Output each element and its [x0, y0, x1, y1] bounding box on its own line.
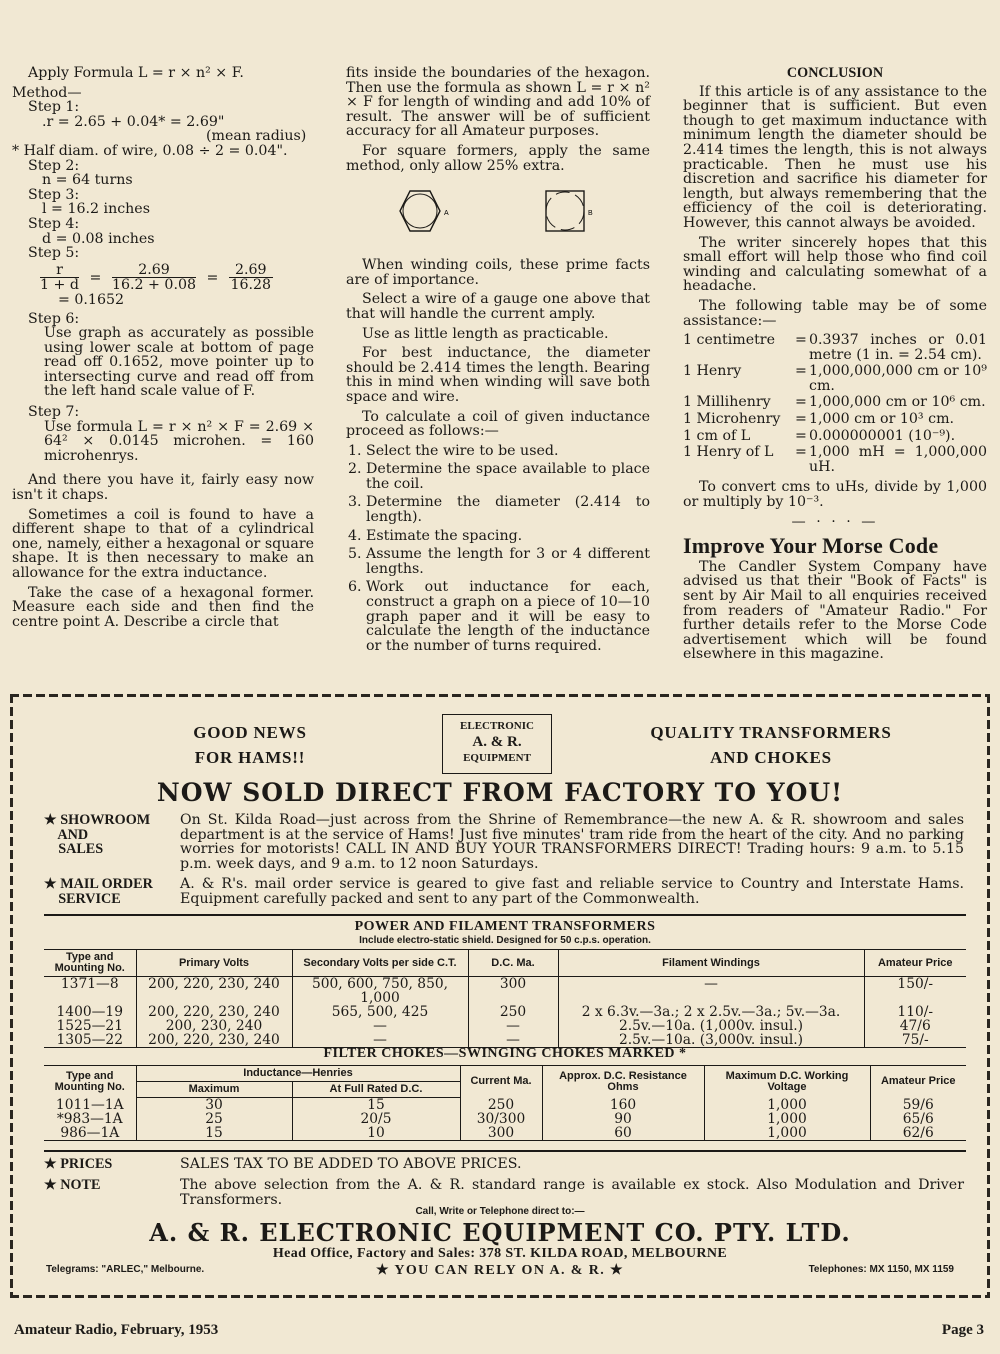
table-row: [44, 1098, 966, 1113]
table-cell: 1305—22: [56, 1032, 123, 1048]
rely-slogan: ★ YOU CAN RELY ON A. & R. ★: [375, 1263, 625, 1278]
diagram-label-b: B: [588, 210, 593, 218]
column-header: Maximum D.C. Working Voltage: [704, 1066, 870, 1098]
conversion-unit: 1 Microhenry: [683, 411, 781, 428]
column-header: Amateur Price: [864, 950, 966, 977]
transformer-table: POWER AND FILAMENT TRANSFORMERS Include electro-static shield. Designed for 50 c.p.s. operation. Type and Mounting No. Primary Volts Secondary Volts per side C.T. D.C. Ma. Filament Windings Amateur Price 1371—8 200, 220, 230, 240 500, 600, 750, 850, 1,000 300 — 150/- 1400—19 200, 220, 230, 240 565, 500, 425 250 2 x 6.3v.—3a.; 2 x 2.5v.—3a.; 5v.—3a. 110/- 1525—21 200, 230, 240 — — 2.5v.—10a. (1,000v. insul.) 47/6 1305—22 200, 220, 230, 240 — — 2.5v.—10a. (3,000v. insul.) 75/-: [44, 919, 966, 1048]
hexagon-former-diagram: [388, 185, 458, 241]
step-text: Use formula L = r × n² × F = 2.69 × 64² × 0.0145 microhen. = 160 microhenrys.: [44, 418, 314, 464]
paragraph: For best inductance, the diameter should be 2.414 times the length. Bearing this in mind when winding will save both space and wire.: [346, 345, 650, 405]
step-text: Use graph as accurately as possible using lower scale at bottom of page read off 0.1652, move pointer up to intersecting curve and read off from the left hand scale value of F.: [44, 325, 314, 400]
ad-border-bottom: [10, 1295, 990, 1298]
procedure-step: 2. Determine the space available to place the coil.: [366, 462, 650, 491]
procedure-list: [346, 444, 650, 654]
column-header: Filament Windings: [558, 950, 864, 977]
conversion-value: 1,000,000 cm or 10⁶ cm.: [809, 394, 986, 411]
step-result: = 0.1652: [58, 291, 125, 308]
showroom-section: ★ SHOWROOM AND SALES On St. Kilda Road—just across from the Shrine of Remembrance—the new A. & R. showroom and sales department is at the service of Hams! Just five minutes' tram ride from the heart of the city. And no parking worries for motorists! CALL IN AND BUY YOUR TRANSFORMERS DIRECT! Trading hours: 9 a.m. to 5.15 p.m. week days, and 9 a.m. to 12 noon Saturdays.: [44, 812, 964, 872]
stock-note: ★ NOTE The above selection from the A. & R. standard range is available ex stock. Also Modulation and Driver Transformers.: [44, 1177, 964, 1208]
conversion-unit: 1 centimetre: [683, 332, 775, 349]
paragraph: Select a wire of a gauge one above that that will handle the current amply.: [346, 291, 650, 322]
step-label: Step 3:: [28, 186, 80, 203]
article-column-3: [683, 66, 987, 667]
table-cell: 47/6: [864, 1019, 966, 1033]
table-cell: —: [292, 1033, 468, 1048]
conversion-eq: =: [795, 427, 807, 444]
table-cell: 10: [292, 1126, 460, 1141]
ad-border-top: [10, 694, 990, 697]
procedure-step: 4. Estimate the spacing.: [366, 529, 650, 544]
table-cell: 250: [460, 1098, 542, 1113]
procedure-step: 5. Assume the length for 3 or 4 different lengths.: [366, 547, 650, 576]
table-cell: 2 x 6.3v.—3a.; 2 x 2.5v.—3a.; 5v.—3a.: [558, 1005, 864, 1019]
table-cell: 1371—8: [60, 976, 119, 992]
table-cell: 200, 220, 230, 240: [136, 977, 292, 1006]
conversion-row: [683, 429, 987, 444]
paragraph: If this article is of any assistance to the beginner that is sufficient. But even though to get maximum inductance with minimum length the diameter should be 2.414 times the length, this is not always practicable. Then he must use his discretion and sacrifice his diameter for length, but always remembering that the efficiency of the coil is deteriorating. However, this cannot always be avoided.: [683, 83, 987, 231]
morse-heading: Improve Your Morse Code: [683, 533, 939, 559]
table-cell: 1,000: [704, 1112, 870, 1126]
table-cell: 59/6: [870, 1098, 966, 1113]
conversion-unit: 1 cm of L: [683, 427, 751, 444]
paragraph: The writer sincerely hopes that this small effort will help those who find coil winding and calculating somewhat of a headache.: [683, 234, 987, 295]
paragraph: fits inside the boundaries of the hexagon. Then use the formula as shown L = r × n² × F for length of winding and add 10% of result. The answer will be of sufficient accuracy for all Amateur purposes.: [346, 65, 650, 140]
procedure-step: 3. Determine the diameter (2.414 to length).: [366, 495, 650, 524]
table-cell: —: [292, 1019, 468, 1033]
method-label: Method—: [12, 84, 82, 101]
table-cell: 250: [468, 1005, 558, 1019]
table-cell: —: [558, 977, 864, 1006]
table-cell: 60: [542, 1126, 704, 1141]
conversion-value: 0.000000001 (10⁻⁹).: [809, 427, 956, 444]
section-divider: — · · · —: [791, 513, 879, 530]
fraction: $\frac{2.69}{16.2 + 0.08}$: [111, 261, 197, 294]
table-row: [44, 1112, 966, 1126]
step-equation: .r = 2.65 + 0.04* = 2.69": [42, 113, 225, 130]
table-cell: —: [468, 1033, 558, 1048]
conversion-row: [683, 395, 987, 410]
table-cell: 30/300: [460, 1112, 542, 1126]
step-equation: l = 16.2 inches: [42, 201, 150, 218]
table-cell: 2.5v.—10a. (3,000v. insul.): [558, 1033, 864, 1048]
conversion-row: [683, 445, 987, 474]
table-cell: 65/6: [870, 1112, 966, 1126]
table-row: [44, 1019, 966, 1033]
conversion-eq: =: [795, 394, 807, 411]
column-header: Maximum: [136, 1082, 292, 1098]
table-cell: 200, 220, 230, 240: [136, 1005, 292, 1019]
table-cell: 565, 500, 425: [292, 1005, 468, 1019]
table-cell: —: [468, 1019, 558, 1033]
conversion-value: 1,000,000,000 cm or 10⁹ cm.: [809, 363, 987, 394]
paragraph: The Candler System Company have advised us that their "Book of Facts" is sent by Air Mail to all enquiries received from readers of "Amateur Radio." For further details refer to the Morse Code advertisement which will be found elsewhere in this magazine.: [683, 558, 987, 663]
table-cell: 75/-: [864, 1033, 966, 1048]
article-column-1: [12, 66, 314, 634]
good-news-headline: GOOD NEWS FOR HAMS!!: [193, 723, 307, 767]
magazine-issue: Amateur Radio, February, 1953: [14, 1322, 219, 1338]
table-cell: 30: [136, 1098, 292, 1113]
paragraph: The following table may be of some assistance:—: [683, 297, 987, 329]
column-header: Type and Mounting No.: [54, 1069, 125, 1093]
paragraph: To convert cms to uHs, divide by 1,000 or multiply by 10⁻³.: [683, 479, 987, 511]
column-header: Type and Mounting No.: [44, 950, 136, 977]
column-header: Current Ma.: [460, 1066, 542, 1098]
head-office: Head Office, Factory and Sales: 378 ST. KILDA ROAD, MELBOURNE: [272, 1246, 728, 1261]
paragraph: Take the case of a hexagonal former. Measure each side and then find the centre point A. Describe a circle that: [12, 584, 314, 630]
company-name: A. & R. ELECTRONIC EQUIPMENT CO. PTY. LTD.: [149, 1218, 851, 1247]
column-header: D.C. Ma.: [468, 950, 558, 977]
table-cell: 500, 600, 750, 850, 1,000: [292, 977, 468, 1006]
telephones: Telephones: MX 1150, MX 1159: [808, 1264, 954, 1275]
paragraph: Use as little length as practicable.: [362, 325, 609, 342]
conversion-eq: =: [795, 411, 807, 428]
table-cell: 1400—19: [56, 1004, 123, 1020]
telegrams: Telegrams: "ARLEC," Melbourne.: [46, 1264, 205, 1275]
conversion-value: 0.3937 inches or 0.01 metre (1 in. = 2.54 cm).: [809, 332, 987, 363]
step-equation: d = 0.08 inches: [42, 230, 155, 247]
step-label: Step 4:: [28, 215, 80, 232]
table-cell: 1011—1A: [55, 1096, 124, 1113]
table-row: [44, 1126, 966, 1141]
direct-sale-headline: NOW SOLD DIRECT FROM FACTORY TO YOU!: [156, 778, 844, 807]
table-cell: 15: [136, 1126, 292, 1141]
conversion-eq: =: [795, 363, 807, 380]
step-equation: n = 64 turns: [42, 172, 133, 189]
article-column-2: [346, 66, 650, 657]
step-note: (mean radius): [206, 128, 307, 145]
conversion-table: [683, 333, 987, 474]
paragraph: To calculate a coil of given inductance proceed as follows:—: [346, 408, 650, 440]
column-header: Secondary Volts per side C.T.: [292, 950, 468, 977]
square-former-diagram: [538, 185, 608, 241]
procedure-step: 1. Select the wire to be used.: [366, 444, 650, 459]
step-label: Step 7:: [28, 404, 80, 421]
fraction-equation: $\frac{r}{1 + d}$ = $\frac{2.69}{16.2 + 0.08}$ = $\frac{2.69}{16.28}$: [40, 261, 272, 294]
table-cell: 200, 220, 230, 240: [136, 1033, 292, 1048]
mail-order-section: ★ MAIL ORDER SERVICE A. & R's. mail order service is geared to give fast and reliable service to Country and Interstate Hams. Equipment carefully packed and sent to any part of the Commonwealth.: [44, 876, 964, 907]
column-header: Amateur Price: [870, 1066, 966, 1098]
conversion-eq: =: [795, 444, 807, 461]
former-diagrams: [346, 178, 650, 248]
table-row: [44, 977, 966, 1006]
table-cell: 1,000: [704, 1098, 870, 1113]
conversion-row: [683, 412, 987, 427]
table-cell: *983—1A: [56, 1111, 123, 1127]
conversion-unit: 1 Henry: [683, 363, 742, 380]
choke-table: FILTER CHOKES—SWINGING CHOKES MARKED * Type and Mounting No. Inductance—Henries Current Ma. Approx. D.C. Resistance Ohms Maximum D.C. Working Voltage Amateur Price Maximum At Full Rated D.C. 1011—1A 30 15 250 160 1,000 59/6 *983—1A 25 20/5 30/300 90 1,000 65/6 986—1A 15 10 300 60 1,000 62/6: [44, 1046, 966, 1141]
conversion-value: 1,000 cm or 10³ cm.: [809, 411, 955, 428]
page-number: Page 3: [941, 1322, 984, 1338]
table-cell: 25: [136, 1112, 292, 1126]
conversion-value: 1,000 mH = 1,000,000 uH.: [809, 444, 987, 475]
paragraph: When winding coils, these prime facts are of importance.: [346, 257, 650, 288]
conversion-unit: 1 Henry of L: [683, 444, 774, 461]
table-row: [44, 1005, 966, 1019]
prices-note: ★ PRICES SALES TAX TO BE ADDED TO ABOVE PRICES.: [44, 1156, 522, 1172]
column-header: Approx. D.C. Resistance Ohms: [542, 1066, 704, 1098]
paragraph: And there you have it, fairly easy now isn't it chaps.: [12, 472, 314, 504]
step-label: Step 2:: [28, 157, 80, 174]
conversion-unit: 1 Millihenry: [683, 394, 771, 411]
paragraph: For square formers, apply the same method, only allow 25% extra.: [346, 142, 650, 174]
step-label: Step 5:: [28, 245, 80, 262]
conclusion-heading: CONCLUSION: [786, 65, 884, 81]
quality-transformers-headline: QUALITY TRANSFORMERS AND CHOKES: [650, 723, 892, 767]
diagram-label-a: A: [444, 210, 449, 218]
step-label: Step 6:: [28, 310, 80, 327]
ar-advertisement: [10, 694, 990, 1298]
table-cell: 90: [542, 1112, 704, 1126]
conversion-row: [683, 333, 987, 362]
procedure-step: 6. Work out inductance for each, construct a graph on a piece of 10—10 graph paper and it will be easy to calculate the length of the inductance or the number of turns required.: [366, 580, 650, 653]
conversion-eq: =: [795, 332, 807, 349]
fraction: $\frac{r}{1 + d}$: [40, 261, 80, 294]
table-cell: 986—1A: [60, 1125, 120, 1141]
table-cell: 110/-: [864, 1005, 966, 1019]
paragraph: Sometimes a coil is found to have a different shape to that of a cylindrical one, namely, either a hexagonal or square shape. It is then necessary to make an allowance for the extra inductance.: [12, 506, 314, 581]
step-label: Step 1:: [28, 99, 80, 116]
table-cell: 1525—21: [56, 1018, 123, 1034]
half-diameter-note: * Half diam. of wire, 0.08 ÷ 2 = 0.04".: [12, 142, 288, 159]
table-cell: 300: [460, 1126, 542, 1141]
column-header: At Full Rated D.C.: [292, 1082, 460, 1098]
table-cell: 300: [468, 977, 558, 1006]
column-header: Primary Volts: [136, 950, 292, 977]
conversion-row: [683, 364, 987, 393]
table-cell: 2.5v.—10a. (1,000v. insul.): [558, 1019, 864, 1033]
ar-logo: ELECTRONIC A. & R. EQUIPMENT: [442, 714, 552, 774]
table-cell: 150/-: [864, 977, 966, 1006]
table-cell: 15: [292, 1098, 460, 1113]
column-header: Inductance—Henries: [136, 1066, 460, 1082]
table-cell: 160: [542, 1098, 704, 1113]
fraction: $\frac{2.69}{16.28}$: [230, 261, 272, 294]
table-cell: 20/5: [292, 1112, 460, 1126]
table-cell: 62/6: [870, 1126, 966, 1141]
call-line: Call, Write or Telephone direct to:—: [415, 1206, 585, 1217]
formula-line: Apply Formula L = r × n² × F.: [28, 65, 244, 81]
table-cell: 200, 230, 240: [136, 1019, 292, 1033]
table-cell: 1,000: [704, 1126, 870, 1141]
